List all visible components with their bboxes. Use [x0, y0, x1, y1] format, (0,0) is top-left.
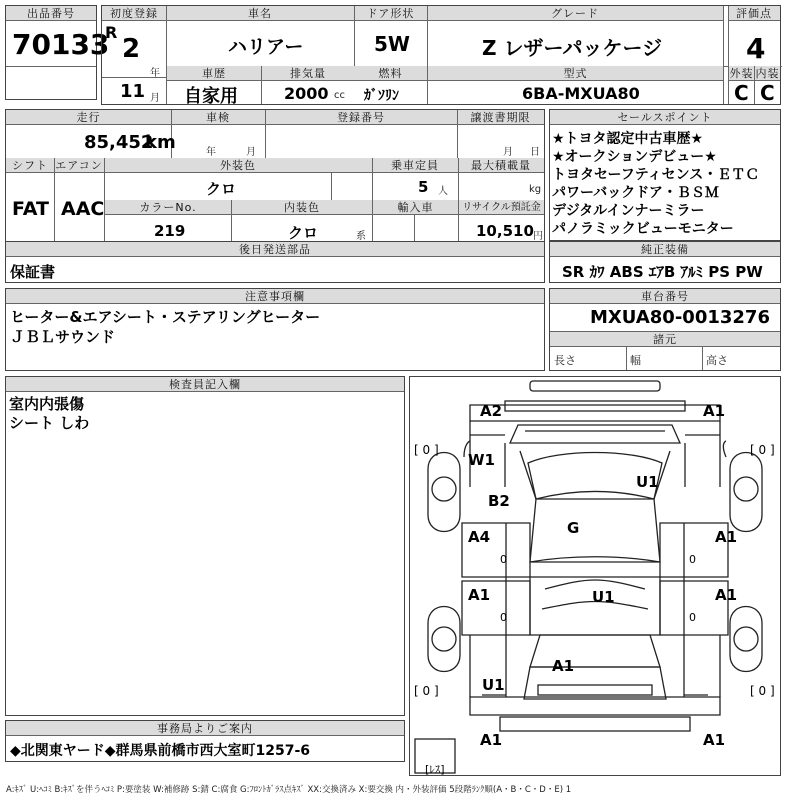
sales-points-label: セールスポイント: [550, 110, 780, 125]
sales-point: デジタルインナーミラー: [552, 203, 705, 219]
inspector-label: 検査員記入欄: [6, 377, 404, 392]
ext-grade: C: [734, 81, 749, 105]
reg-month: 11: [120, 81, 146, 102]
notes: [5, 288, 545, 371]
displacement-label: 排気量: [262, 66, 354, 81]
mark-front-left: A2: [480, 402, 503, 420]
month-unit: 月: [150, 93, 160, 104]
condition-diagram: [409, 376, 781, 776]
mark-hood: U1: [636, 473, 659, 491]
mileage-unit: km: [145, 132, 176, 153]
import-label: 輸入車: [373, 200, 458, 215]
interior-color-label: 内装色: [232, 200, 372, 215]
mileage-label: 走行: [6, 110, 171, 125]
mark-trunk: A1: [552, 657, 575, 675]
load-label: 最大積載量: [458, 158, 544, 173]
shift-label: シフト: [6, 158, 54, 173]
deferred-parts: [5, 241, 545, 283]
mark-pillar-left: B2: [488, 492, 510, 510]
ac-label: エアコン: [55, 159, 103, 172]
model-label: 型式: [428, 66, 723, 81]
inspection-label: 車検: [171, 110, 265, 125]
interior-color: クロ: [288, 224, 319, 242]
office-label: 事務局よりご案内: [6, 721, 404, 736]
spec-table: [5, 109, 545, 254]
yen-unit: 円: [533, 231, 543, 242]
car-outline: [410, 377, 780, 775]
grade: Z レザーパッケージ: [482, 36, 663, 60]
displacement: 2000: [284, 84, 329, 103]
office-info: [5, 720, 405, 762]
mark-fender-left: W1: [468, 451, 495, 469]
tire-front-right: [ 0 ]: [750, 443, 775, 457]
ext-label: 外装: [729, 67, 754, 80]
car-name-label: 車名: [166, 6, 354, 21]
note-line: ＪＢＬサウンド: [10, 328, 116, 346]
fuel: ｶﾞｿﾘﾝ: [364, 88, 399, 104]
sales-point: パワーバックドア・ＢＳＭ: [552, 185, 719, 201]
chassis-number: MXUA80-0013276: [590, 307, 770, 328]
door-zero: 0: [689, 611, 696, 624]
transfer-label: 譲渡書期限: [457, 110, 544, 125]
mark-front-door-right: A1: [715, 528, 738, 546]
first-reg-label: 初度登録: [102, 6, 166, 21]
mark-rear-door-left: A1: [468, 586, 491, 604]
door-label: ドア形状: [354, 6, 427, 21]
legend: A:ｷｽﾞ U:ﾍｺﾐ B:ｷｽﾞを伴うﾍｺﾐ P:要塗装 W:補修跡 S:錆 C:腐食 G:ﾌﾛﾝﾄｶﾞﾗｽ点ｷｽﾞ XX:交換済み X:要交換 内・外装評価 5段階ﾗﾝｸ順(A・B・C・D・E) 1: [6, 785, 572, 795]
notes-label: 注意事項欄: [6, 289, 544, 304]
sales-points: [549, 109, 781, 241]
cc-unit: cc: [334, 90, 345, 101]
reg-year: 2: [122, 34, 141, 64]
lot-box: [5, 5, 110, 100]
sales-point: ★トヨタ認定中古車歴★: [552, 131, 704, 147]
lot-number: 70133: [12, 28, 110, 61]
sales-point: ★オークションデビュー★: [552, 149, 717, 165]
mileage: 85,452: [84, 132, 154, 153]
mark-roof-rear: U1: [592, 588, 615, 606]
office-value: ◆北関東ヤード◆群馬県前橋市西大室町1257-6: [10, 743, 311, 759]
mark-front-door-left: A4: [468, 528, 491, 546]
sales-point: トヨタセーフティセンス・ＥＴＣ: [552, 167, 760, 183]
specs-label: 諸元: [550, 331, 780, 347]
car-name: ハリアー: [228, 36, 304, 58]
int-label: 内装: [755, 67, 780, 80]
exterior-color: クロ: [206, 180, 237, 198]
equipment: [549, 241, 781, 283]
color-no-label: カラーNo.: [105, 200, 231, 215]
mark-roof: G: [567, 519, 580, 537]
seats-label: 乗車定員: [372, 158, 458, 173]
mark-rear-left: A1: [480, 731, 503, 749]
tire-rear-right: [ 0 ]: [750, 684, 775, 698]
grade-label: グレード: [427, 6, 723, 21]
sales-point: パノラミックビューモニター: [552, 221, 734, 237]
deferred-value: 保証書: [10, 263, 56, 281]
shift: FAT: [12, 198, 49, 220]
lot-label: 出品番号: [6, 6, 96, 21]
recycle: 10,510: [476, 222, 534, 240]
seats: 5: [418, 178, 429, 196]
equipment-items: SR ｶﾜ ABS ｴｱB ｱﾙﾐ PS PW: [562, 263, 763, 281]
width-label: 幅: [630, 354, 641, 367]
inspector-remarks: [5, 376, 405, 716]
fuel-label: 燃料: [354, 66, 427, 81]
note-line: ヒーター&エアシート・ステアリングヒーター: [10, 308, 321, 326]
inspector-line: 室内内張傷: [9, 395, 85, 413]
model: 6BA-MXUA80: [522, 84, 640, 103]
load-unit: kg: [529, 184, 542, 195]
length-label: 長さ: [554, 354, 576, 367]
regno-label: 登録番号: [265, 110, 457, 125]
recycle-label: リサイクル預託金: [459, 200, 544, 215]
exterior-color-label: 外装色: [104, 158, 372, 173]
mark-rear-right: A1: [703, 731, 726, 749]
score: 4: [746, 32, 766, 65]
spare-tire: [ﾚｽ]: [425, 763, 445, 776]
door-zero: 0: [500, 553, 507, 566]
history-label: 車歴: [167, 66, 261, 81]
tire-front-left: [ 0 ]: [414, 443, 439, 457]
interior-color-unit: 系: [356, 231, 366, 242]
mark-front-right: A1: [703, 402, 726, 420]
color-no: 219: [154, 222, 186, 240]
inspection-month-unit: 月: [246, 147, 256, 158]
door-zero: 0: [689, 553, 696, 566]
inspector-line: シート しわ: [9, 414, 90, 432]
era: R: [105, 23, 118, 42]
int-grade: C: [760, 81, 775, 105]
height-label: 高さ: [706, 354, 728, 367]
seats-unit: 人: [438, 186, 448, 197]
ac: AAC: [61, 198, 105, 220]
deferred-label: 後日発送部品: [6, 242, 544, 257]
year-unit: 年: [150, 68, 160, 79]
tire-rear-left: [ 0 ]: [414, 684, 439, 698]
chassis: [549, 288, 781, 371]
equipment-label: 純正装備: [550, 242, 780, 257]
score-label: 評価点: [728, 6, 780, 21]
mark-rear-door-right: A1: [715, 586, 738, 604]
mark-rear-fender-left: U1: [482, 676, 505, 694]
inspection-year-unit: 年: [206, 147, 216, 158]
chassis-label: 車台番号: [550, 289, 780, 304]
history: 自家用: [184, 86, 238, 107]
transfer-day-unit: 日: [530, 147, 540, 158]
header-table: [101, 5, 781, 105]
door-zero: 0: [500, 611, 507, 624]
door-type: 5W: [374, 32, 410, 56]
transfer-month-unit: 月: [503, 147, 513, 158]
